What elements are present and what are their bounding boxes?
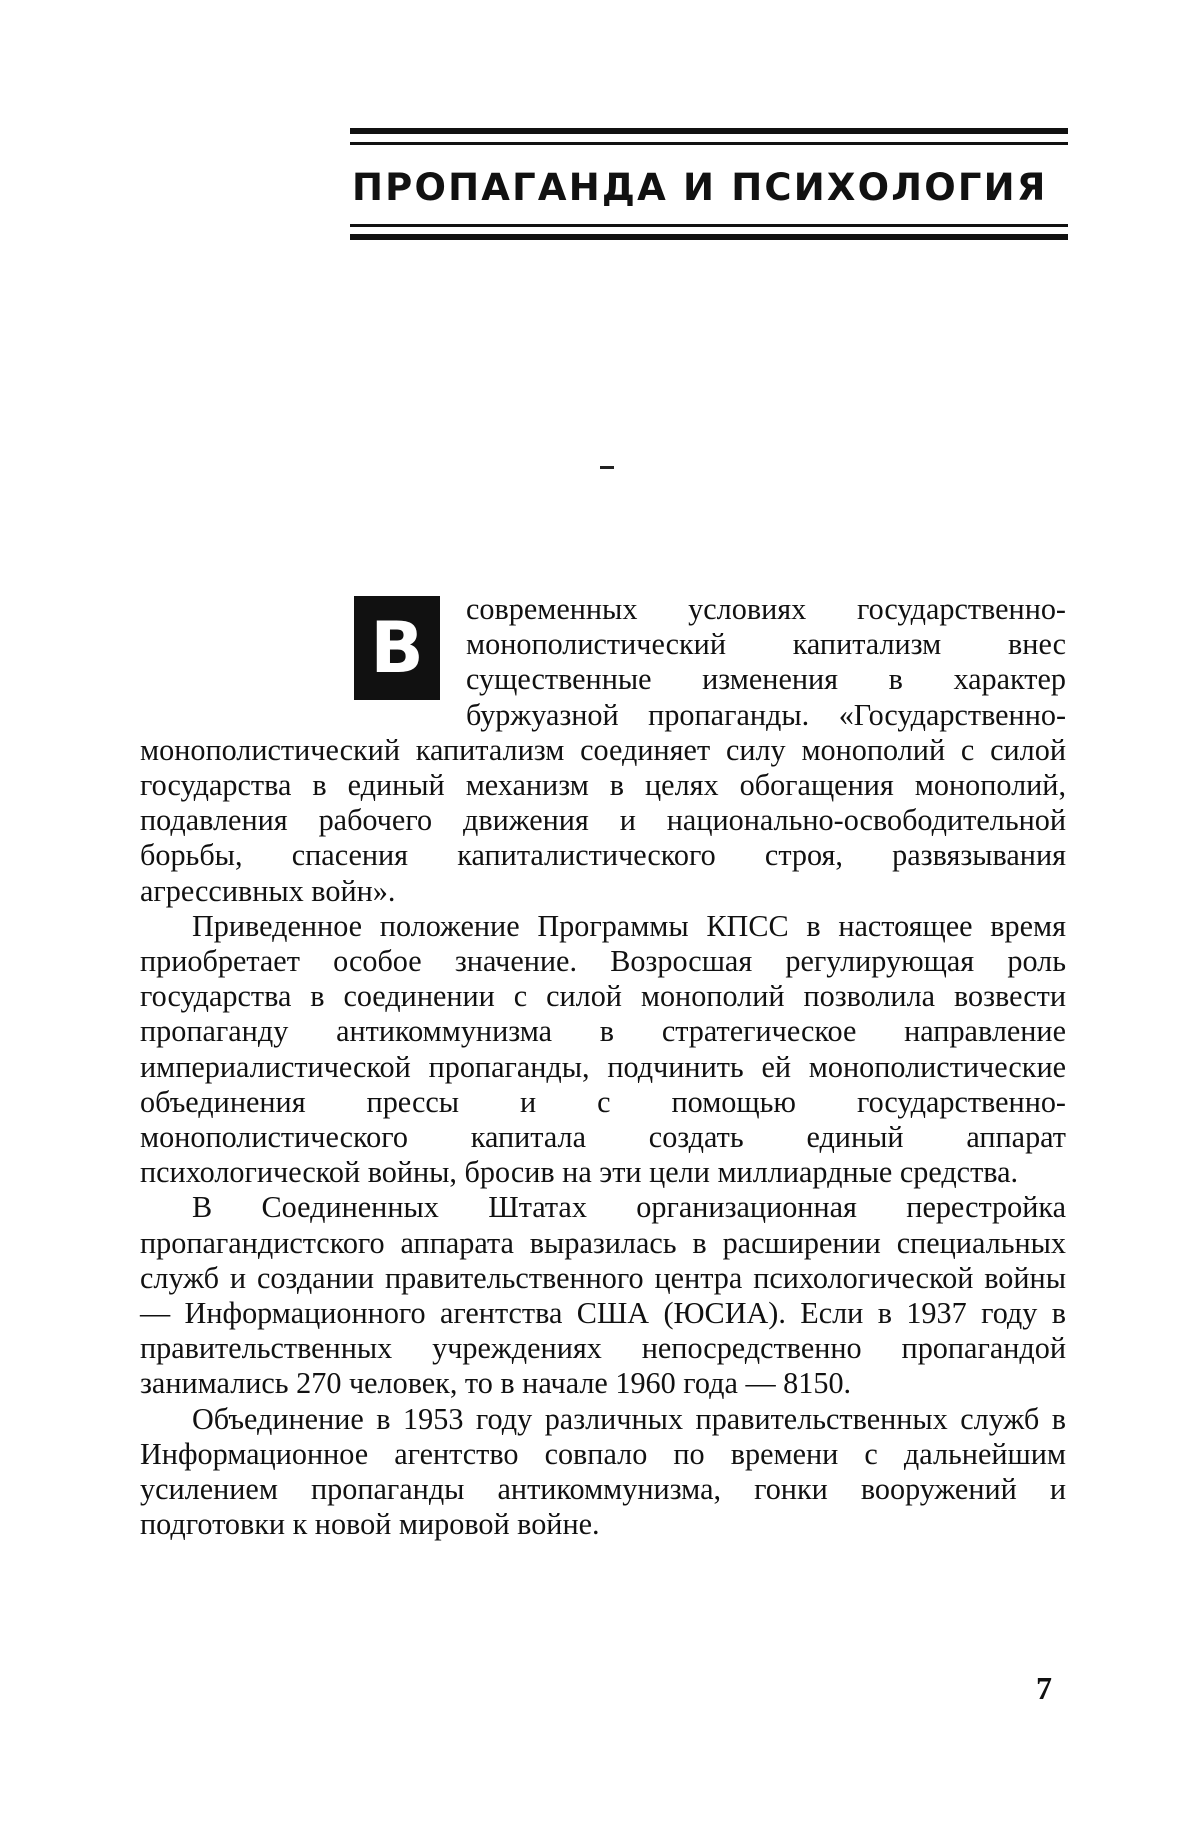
drop-cap: В <box>354 596 440 700</box>
article-body <box>140 592 1066 1542</box>
paragraph-3: В Соединенных Штатах организационная перестройка пропагандистского аппарата выразилась в расширении специальных служб и создании правительственного центра психологической войны — Информационного агентства США (ЮСИА). Если в 1937 году в правительственных учреждениях непосредственно пропагандой занимались 270 человек, то в начале 1960 года — 8150. <box>140 1190 1066 1401</box>
paragraph-4: Объединение в 1953 году различных правительственных служб в Информационное агентство совпало по времени с дальнейшим усилением пропаганды антикоммунизма, гонки вооружений и подготовки к новой мировой войне. <box>140 1401 1066 1542</box>
page-number: 7 <box>1036 1670 1052 1706</box>
paragraph-1 <box>140 592 1066 909</box>
paragraph-1-text: современных условиях государственно-монополистический капитализм внес существенные изменения в характер буржуазной пропаганды. «Государственно-монополистический капитализм соединяет силу монополий с силой государства в единый механизм в целях обогащения монополий, подавления рабочего движения и национально-освободительной борьбы, спасения капиталистического строя, развязывания агрессивных войн». <box>140 592 1066 908</box>
header-rule-bottom-thin <box>350 224 1068 227</box>
paragraph-2: Приведенное положение Программы КПСС в настоящее время приобретает особое значение. Возросшая регулирующая роль государства в соединении с силой монополий позволила возвести пропаганду антикоммунизма в стратегическое направление империалистической пропаганды, подчинить ей монополистические объединения прессы и с помощью государственно-монополистического капитала создать единый аппарат психологической войны, бросив на эти цели миллиардные средства. <box>140 908 1066 1190</box>
chapter-title: ПРОПАГАНДА И ПСИХОЛОГИЯ <box>352 166 1048 209</box>
chapter-header <box>350 128 1068 248</box>
divider-dash <box>600 466 614 469</box>
header-rule-top-thin <box>350 142 1068 145</box>
header-rule-top-thick <box>350 128 1068 134</box>
header-rule-bottom-thick <box>350 234 1068 240</box>
